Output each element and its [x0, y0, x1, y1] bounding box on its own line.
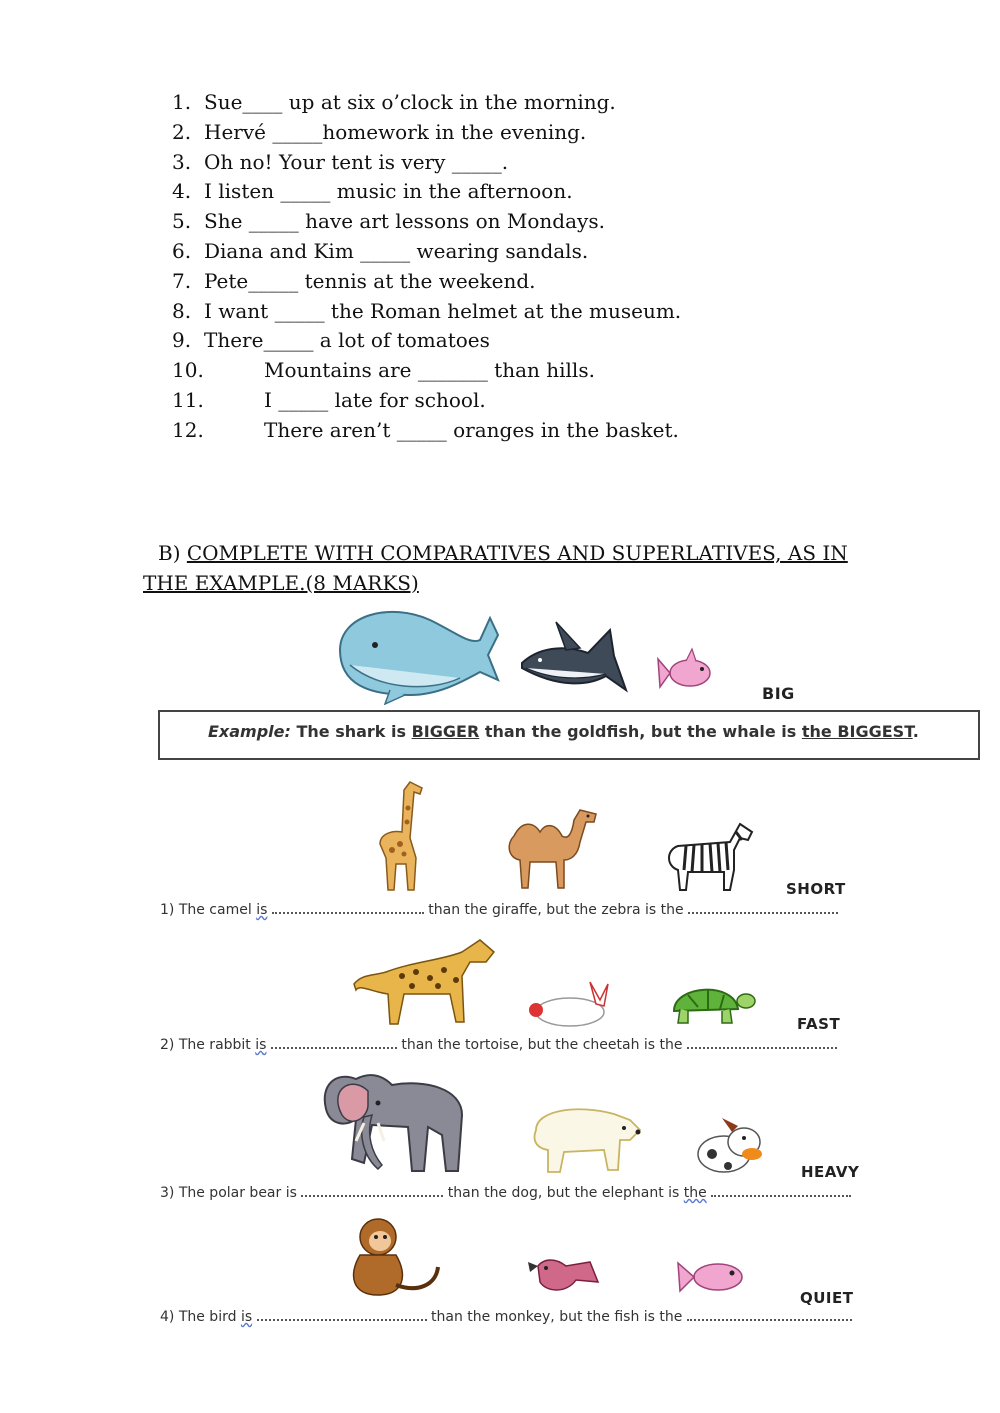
answer-blank[interactable] [711, 1185, 851, 1197]
exercise-a-list [172, 88, 681, 446]
example-sentence: Example: The shark is BIGGER than the goldfish, but the whale is the BIGGEST. [208, 722, 919, 741]
answer-blank[interactable] [257, 1309, 427, 1321]
example-box [158, 710, 980, 760]
adjective-heavy: HEAVY [801, 1163, 860, 1181]
shark-icon [518, 618, 630, 702]
rabbit-icon [526, 980, 616, 1030]
adjective-short: SHORT [786, 880, 846, 898]
fish-icon [676, 1255, 752, 1297]
answer-blank[interactable] [687, 1309, 852, 1321]
answer-blank[interactable] [301, 1185, 443, 1197]
list-item: 12. There aren’t _____ oranges in the basket. [172, 417, 679, 442]
exercise-b-heading: B) COMPLETE WITH COMPARATIVES AND SUPERLATIVES, AS IN THE EXAMPLE.(8 MARKS) [143, 541, 848, 595]
whale-icon [330, 600, 500, 705]
goldfish-icon [656, 645, 722, 700]
camel-icon [500, 800, 604, 892]
cheetah-icon [352, 932, 497, 1028]
question-3: 3) The polar bear is than the dog, but the elephant is the [160, 1185, 851, 1201]
list-item: 4. I listen _____ music in the afternoon. [172, 179, 573, 204]
elephant-icon [316, 1065, 476, 1177]
monkey-icon [338, 1215, 444, 1299]
adjective-fast: FAST [797, 1015, 841, 1033]
question-4: 4) The bird is than the monkey, but the fish is the [160, 1309, 852, 1325]
polar-bear-icon [518, 1100, 644, 1178]
question-2: 2) The rabbit is than the tortoise, but the cheetah is the [160, 1037, 837, 1053]
adjective-big: BIG [762, 684, 795, 703]
answer-blank[interactable] [687, 1037, 837, 1049]
bird-icon [526, 1248, 602, 1298]
list-item: 9. There_____ a lot of tomatoes [172, 328, 490, 353]
list-item: 10. Mountains are _______ than hills. [172, 358, 595, 383]
dog-icon [692, 1114, 768, 1178]
answer-blank[interactable] [688, 902, 838, 914]
list-item: 5. She _____ have art lessons on Mondays. [172, 209, 605, 234]
giraffe-icon [370, 778, 436, 893]
list-item: 7. Pete_____ tennis at the weekend. [172, 268, 536, 293]
answer-blank[interactable] [271, 1037, 397, 1049]
adjective-quiet: QUIET [800, 1289, 854, 1307]
list-item: 1. Sue____ up at six o’clock in the morning. [172, 90, 616, 114]
list-item: 8. I want _____ the Roman helmet at the museum. [172, 298, 682, 323]
tortoise-icon [664, 975, 756, 1029]
list-item: 6. Diana and Kim _____ wearing sandals. [172, 238, 589, 263]
zebra-icon [660, 820, 756, 892]
answer-blank[interactable] [272, 902, 424, 914]
question-1: 1) The camel is than the giraffe, but the zebra is the [160, 902, 838, 918]
list-item: 3. Oh no! Your tent is very _____. [172, 149, 509, 174]
list-item: 2. Hervé _____homework in the evening. [172, 119, 587, 144]
list-item: 11. I _____ late for school. [172, 387, 486, 412]
exercise-b-title: COMPLETE WITH COMPARATIVES AND SUPERLATIVES, AS IN THE EXAMPLE.(8 MARKS) [143, 541, 848, 595]
